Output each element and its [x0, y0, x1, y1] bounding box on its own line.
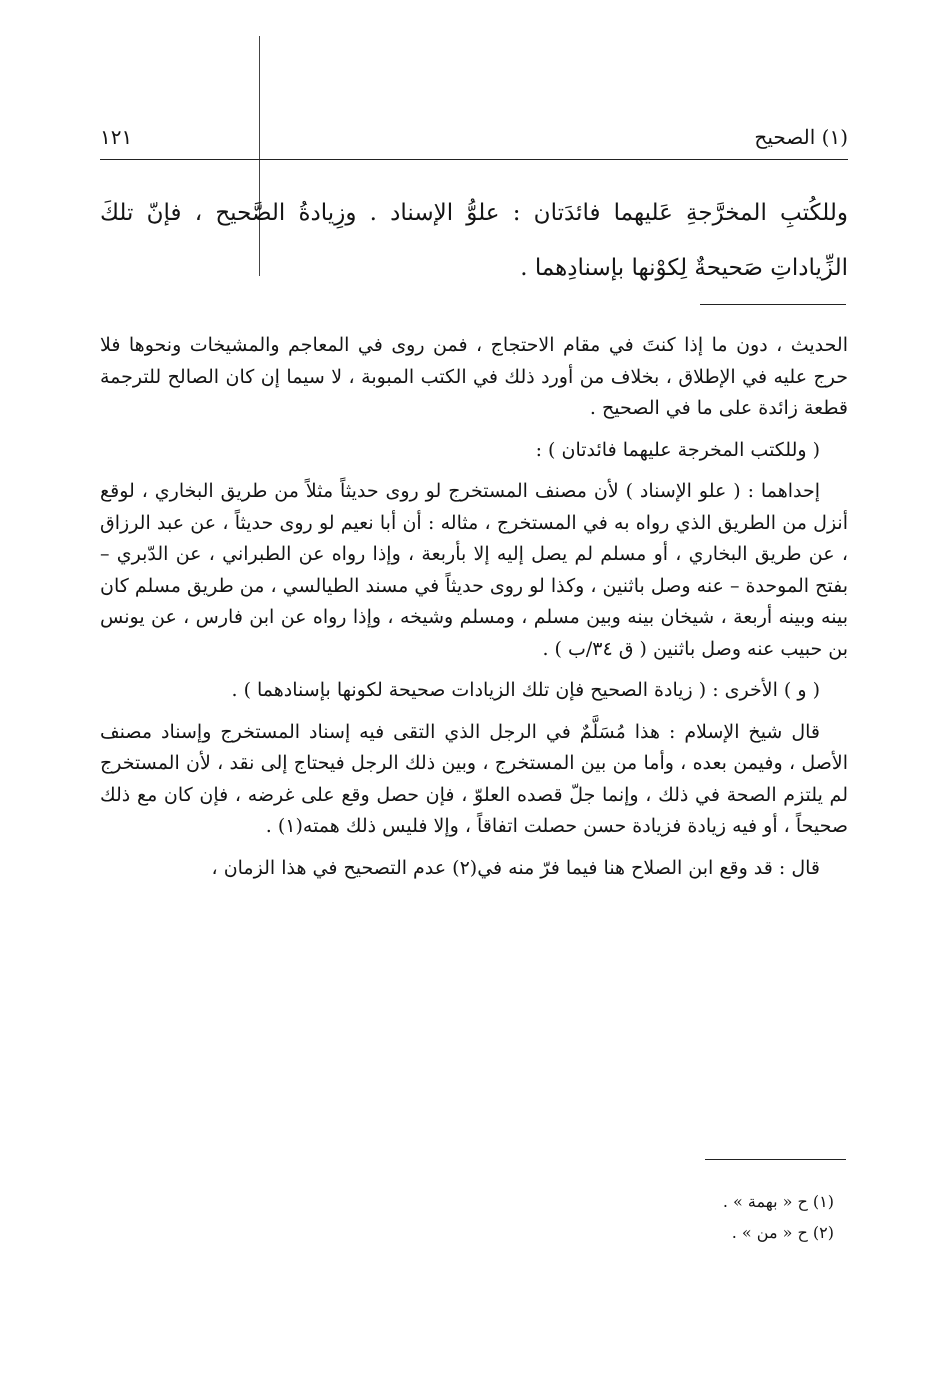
page-number: ١٢١: [100, 125, 133, 149]
commentary-paragraph: الحديث ، دون ما إذا كنتَ في مقام الاحتجاج ، فمن روى في المعاجم والمشيخات ونحوها فلا حرج عليه في الإطلاق ، بخلاف من أورد ذلك في الكتب المبوبة ، لا سيما إن كان الصالح للترجمة قطعة زائدة على ما في الصحيح .: [100, 334, 848, 419]
footnotes: [100, 1186, 848, 1248]
commentary-paragraph: ( وللكتب المخرجة عليهما فائدتان ) :: [535, 438, 820, 461]
commentary: [100, 330, 848, 894]
commentary-paragraph: قال شيخ الإسلام : هذا مُسَلَّمٌ في الرجل الذي التقى فيه إسناد المستخرج وإسناد مصنف الأصل ، وفيمن بعده ، وأما من بين المستخرج ، وبين ذلك الرجل فيحتاج إلى نقد ، لأن المستخرج لم يلتزم الصحة في ذلك ، وإنما جلّ قصده العلوّ ، فإن حصل وقع على غرضه ، فإن كان مع ذلك صحيحاً ، أو فيه زيادة فزيادة حسن حصلت اتفاقاً ، وإلا فليس ذلك همته(١) .: [100, 720, 848, 837]
commentary-paragraph: قال : قد وقع ابن الصلاح هنا فيما فرّ منه في(٢) عدم التصحيح في هذا الزمان ،: [211, 856, 820, 879]
footnote: (١) ح « بهمة » .: [722, 1192, 834, 1211]
commentary-paragraph: ( و ) الأخرى : ( زيادة الصحيح فإن تلك الزيادات صحيحة لكونها بإسنادهما ) .: [231, 679, 820, 701]
page-header: [100, 125, 848, 160]
footnote-separator: [705, 1159, 846, 1160]
matn-text: وللكُتبِ المخرَّجةِ عَليهما فائدَتان : علوُّ الإسناد . وزِيادةُ الصَّحيح ، فإنّ تلكَ الزِّياداتِ صَحيحةٌ لِكوْنها بإسنادِهما .: [100, 200, 848, 281]
footnote: (٢) ح « من » .: [731, 1223, 834, 1242]
matn-separator: [700, 304, 846, 305]
running-title: (١) الصحيح: [754, 125, 848, 149]
commentary-paragraph: إحداهما : ( علو الإسناد ) لأن مصنف المستخرج لو روى حديثاً مثلاً من طريق البخاري ، لوقع أنزل من الطريق الذي رواه به في المستخرج ، مثاله : أن أبا نعيم لو روى حديثاً ، عن عبد الرزاق ، عن طريق البخاري ، أو مسلم لم يصل إليه إلا بأربعة ، وإذا رواه عن الطبراني ، عن الدّبري – بفتح الموحدة – عنه وصل باثنين ، وكذا لو روى حديثاً في مسند الطيالسي ، من طريق مسلم كان بينه وبينه أربعة ، شيخان بينه وبين مسلم ، ومسلم وشيخه ، وإذا رواه عن ابن فارس ، عن يونس بن حبيب عنه وصل باثنين ( ق ٣٤/ب ) .: [100, 480, 848, 660]
